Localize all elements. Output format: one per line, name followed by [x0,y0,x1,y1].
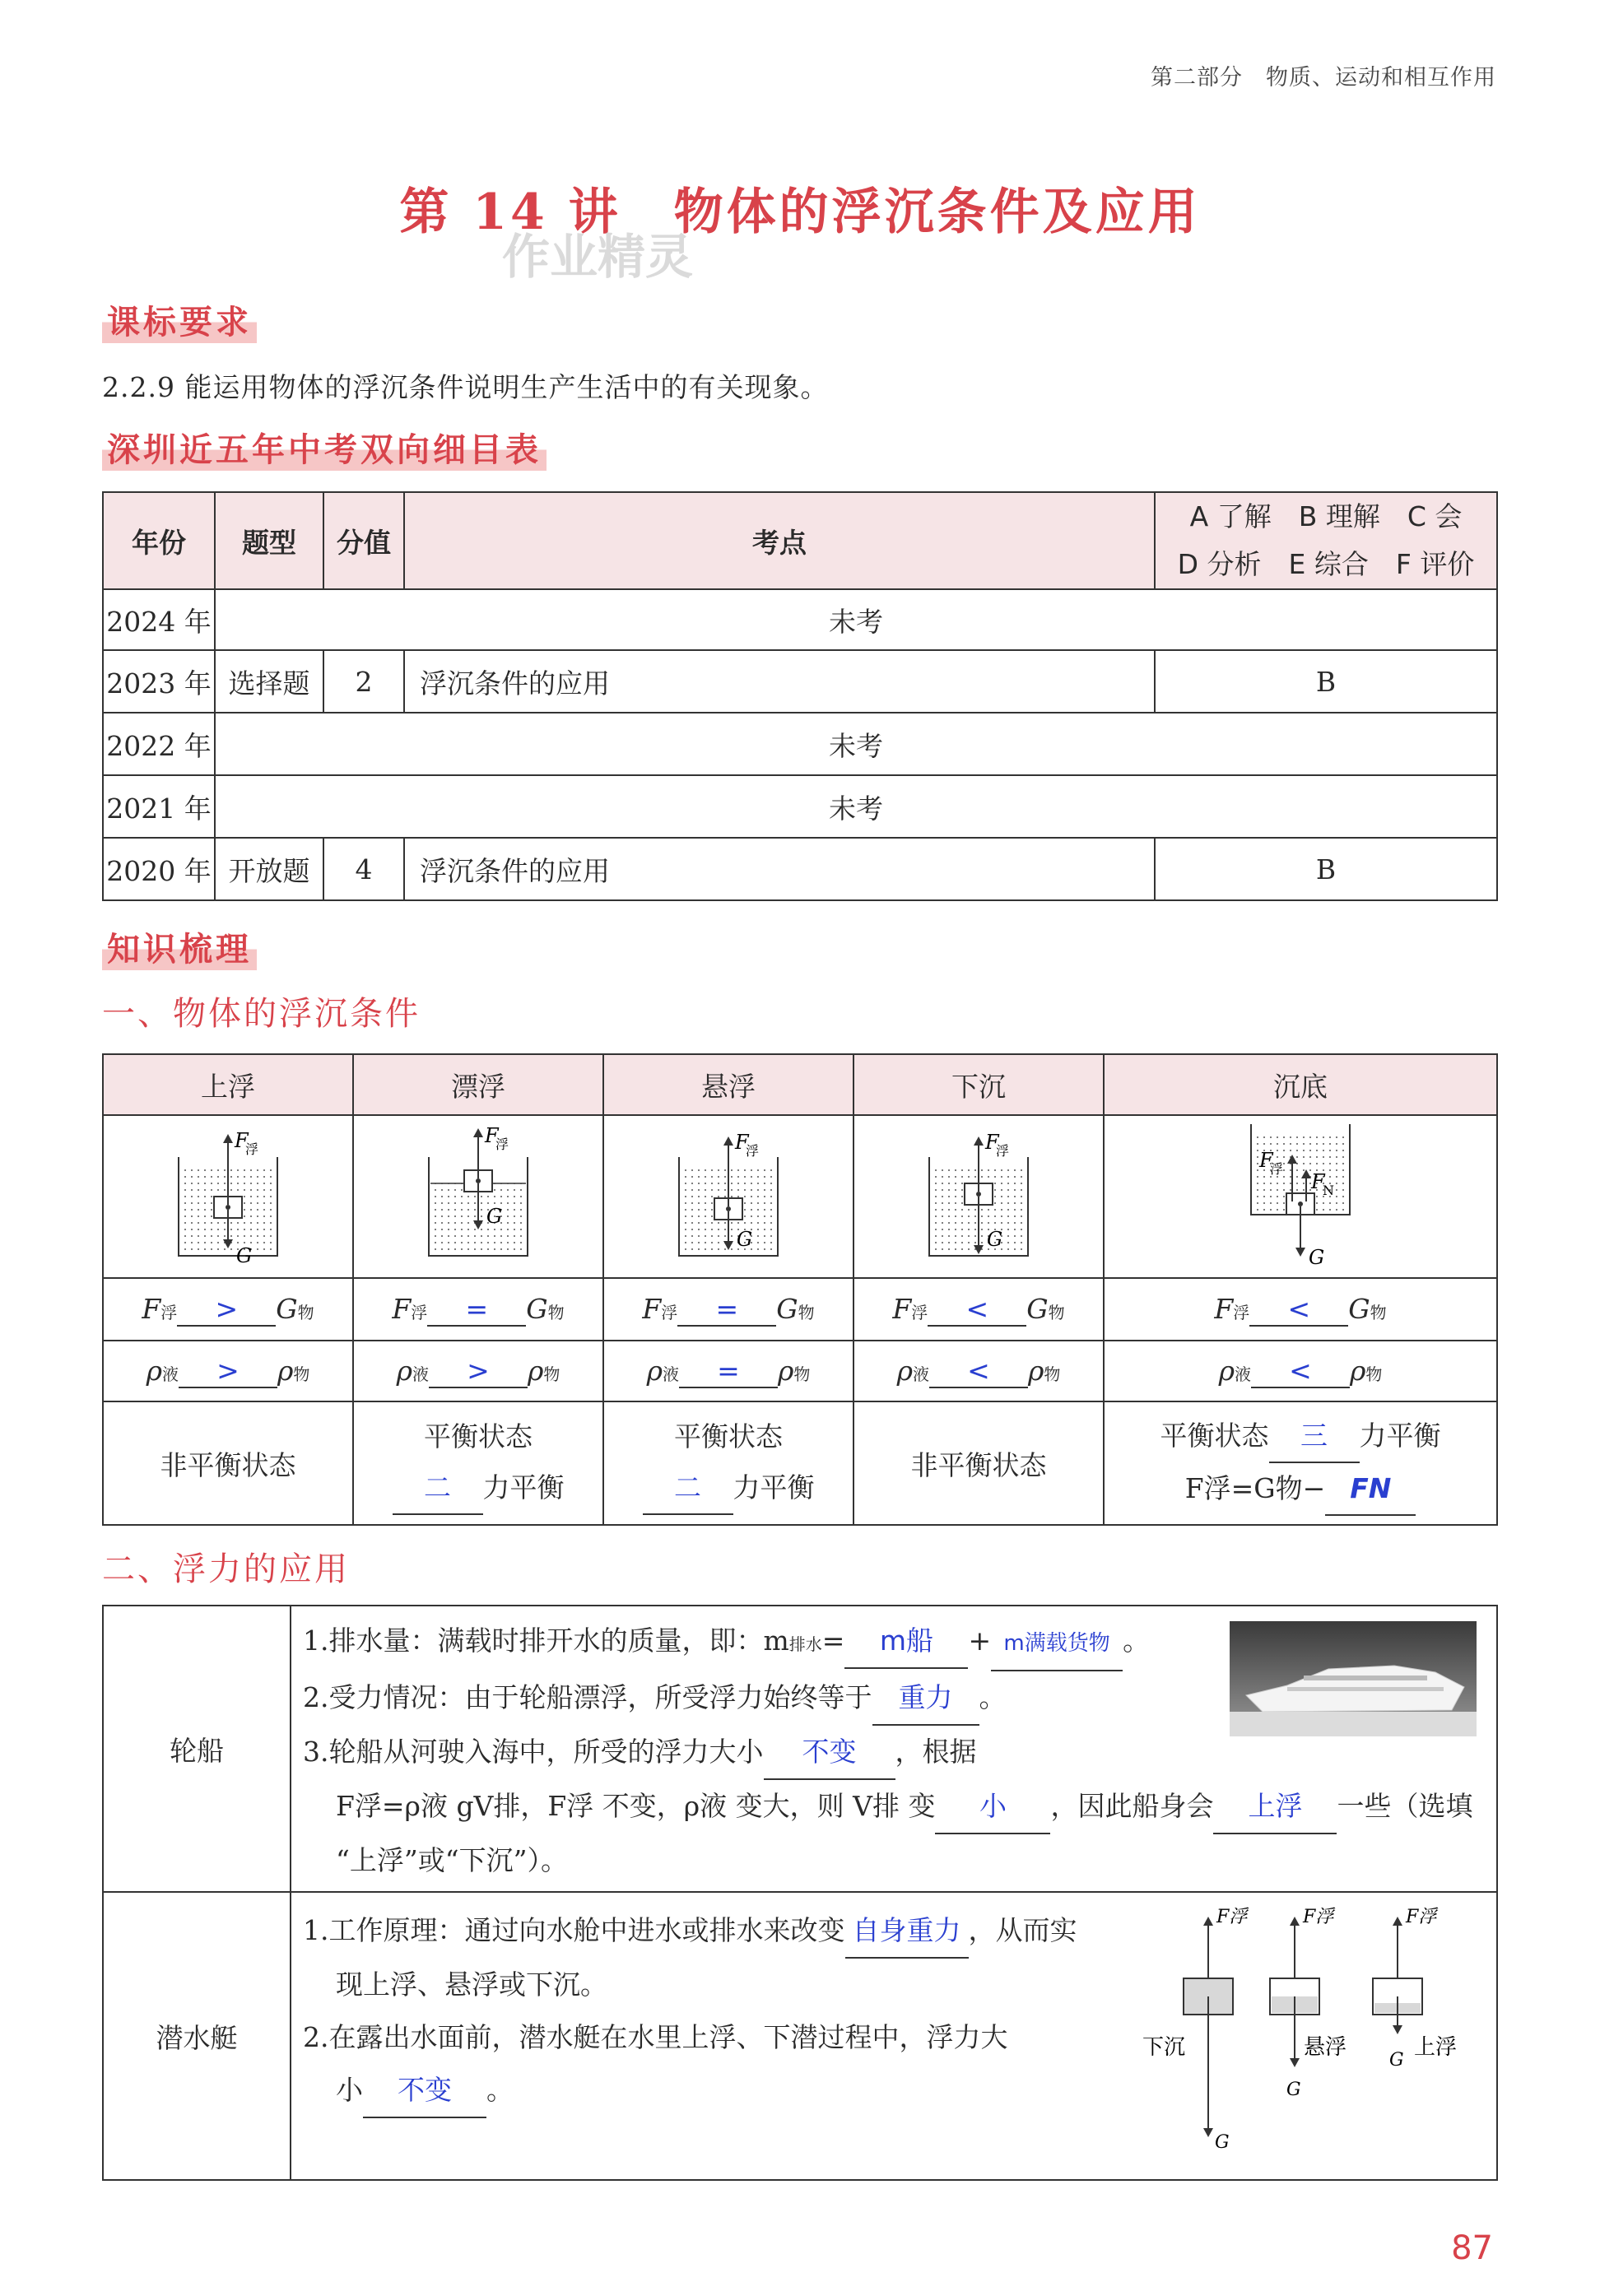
ship-photo [1230,1621,1477,1736]
balance-row [103,1401,1497,1525]
ship-content: 1.排水量：满载时排开水的质量，即：m排水= m船 + m满载货物 。 2.受力情况：由于轮船漂浮，所受浮力始终等于 重力 。 3.轮船从河驶入海中，所受的浮力大小 不变 ，根据 F浮=ρ液 gV排，F浮 不变，ρ液 变大，则 V排 变 小 ，因此船身会 上浮 一些（选填 “上浮”或“下沉”）。 [291,1606,1497,1892]
section-tag-exam-table: 深圳近五年中考双向细目表 [102,424,547,471]
balance-cell: 非平衡状态 [853,1401,1104,1525]
force-compare-cell: F浮 > G物 [103,1278,353,1341]
exam-table [102,491,1498,901]
label-g: G [1215,2132,1230,2153]
answer-blank: > [429,1355,528,1388]
label-fn: F [1311,1170,1325,1193]
diagram-cell-float [353,1115,603,1278]
diagram-sink [855,1116,1102,1271]
balance-cell: 非平衡状态 [103,1401,353,1525]
cell-merged: 未考 [215,589,1497,650]
density-compare-cell: ρ液 < ρ物 [853,1341,1104,1401]
label-f: F浮 [1216,1907,1248,1927]
state-header: 沉底 [1104,1054,1497,1115]
th-level-line1: A 了解 B 理解 C 会 [1189,500,1463,532]
diagram-cell-suspend [603,1115,853,1278]
cell-year: 2023 年 [103,650,215,713]
section-tag-curriculum: 课标要求 [102,296,257,343]
answer-blank: m满载货物 [991,1617,1123,1671]
answer-blank: 不变 [764,1726,895,1780]
balance-cell: 平衡状态 二 力平衡 [603,1401,853,1525]
th-level [1155,492,1497,589]
diagram-rise [105,1116,351,1271]
density-compare-cell: ρ液 > ρ物 [353,1341,603,1401]
ship-label: 轮船 [103,1606,291,1892]
label-sub: 浮 [245,1141,259,1157]
answer-blank: 三 [1269,1411,1360,1463]
balance-cell: 平衡状态 三 力平衡 F浮=G物− FN [1104,1401,1497,1525]
label-hover: 悬浮 [1304,2035,1347,2060]
label-sub: 浮 [1270,1161,1284,1177]
label-g: G [1389,2050,1404,2071]
label-sub: 浮 [495,1136,509,1152]
diagram-cell-sink [853,1115,1104,1278]
cell-merged: 未考 [215,713,1497,775]
table-row [103,589,1497,650]
diagram-float [355,1116,602,1271]
answer-blank: < [928,1293,1026,1327]
balance-cell: 平衡状态 二 力平衡 [353,1401,603,1525]
submarine-diagram [1142,1904,1463,2168]
answer-blank: 自身重力 [845,1904,969,1959]
answer-blank: 上浮 [1213,1780,1337,1834]
state-header: 上浮 [103,1054,353,1115]
label-down: 下沉 [1142,2035,1186,2060]
answer-blank: = [679,1355,778,1388]
diagram-cell-bottom [1104,1115,1497,1278]
label-f: F [1259,1149,1273,1172]
label-f: F [235,1129,249,1152]
table-row [103,838,1497,900]
force-compare-cell: F浮 < G物 [1104,1278,1497,1341]
answer-blank: 小 [935,1780,1050,1834]
table-row [103,713,1497,775]
cell-year: 2024 年 [103,589,215,650]
table-row [103,650,1497,713]
answer-blank: 二 [393,1462,483,1515]
density-compare-cell: ρ液 = ρ物 [603,1341,853,1401]
answer-blank: < [1249,1293,1348,1327]
label-g: G [1309,1246,1325,1269]
answer-blank: > [179,1355,277,1388]
density-compare-cell: ρ液 < ρ物 [1104,1341,1497,1401]
label-fn-sub: N [1323,1183,1334,1198]
state-header: 漂浮 [353,1054,603,1115]
label-g: G [1286,2080,1301,2100]
submarine-label: 潜水艇 [103,1892,291,2180]
diagram-cell-rise [103,1115,353,1278]
cell-score: 4 [323,838,404,900]
answer-blank: < [1251,1355,1350,1388]
answer-blank: = [427,1293,526,1327]
cell-point: 浮沉条件的应用 [404,838,1155,900]
label-sub: 浮 [996,1143,1010,1159]
watermark: 作业精灵 [502,229,694,285]
answer-blank: 不变 [363,2064,486,2118]
curriculum-text: 2.2.9 能运用物体的浮沉条件说明生产生活中的有关现象。 [102,371,829,403]
cell-type: 开放题 [215,838,323,900]
answer-blank: FN [1325,1463,1416,1516]
formula-text: F浮=G物− [1184,1472,1326,1504]
page-header-part: 第二部分 物质、运动和相互作用 [1151,65,1496,91]
diagram-row [103,1115,1497,1278]
th-type: 题型 [215,492,323,589]
diagram-bottom [1144,1116,1457,1271]
page-title: 第 14 讲 物体的浮沉条件及应用 [399,184,1201,241]
label-g: G [486,1205,503,1228]
cell-type: 选择题 [215,650,323,713]
force-compare-cell: F浮 = G物 [353,1278,603,1341]
answer-blank: m船 [844,1615,968,1669]
cell-score: 2 [323,650,404,713]
cell-point: 浮沉条件的应用 [404,650,1155,713]
force-compare-cell: F浮 < G物 [853,1278,1104,1341]
cell-level: B [1155,838,1497,900]
force-compare-cell: F浮 = G物 [603,1278,853,1341]
part2-heading: 二、浮力的应用 [102,1550,350,1588]
cell-year: 2022 年 [103,713,215,775]
answer-blank: < [929,1355,1028,1388]
force-compare-row [103,1278,1497,1341]
density-compare-row [103,1341,1497,1401]
answer-blank: > [177,1293,276,1327]
answer-blank: 重力 [872,1671,979,1726]
cell-year: 2021 年 [103,775,215,838]
diagram-suspend [605,1116,852,1271]
state-header: 下沉 [853,1054,1104,1115]
table-row [103,775,1497,838]
label-f: F浮 [1303,1907,1334,1927]
part1-heading: 一、物体的浮沉条件 [102,995,421,1033]
state-header: 悬浮 [603,1054,853,1115]
application-table [102,1605,1498,2181]
th-level-line2: D 分析 E 综合 F 评价 [1177,548,1475,580]
density-compare-cell: ρ液 > ρ物 [103,1341,353,1401]
cell-level: B [1155,650,1497,713]
section-tag-knowledge: 知识梳理 [102,923,257,970]
float-conditions-table [102,1053,1498,1526]
answer-blank: 二 [643,1462,733,1515]
label-g: G [737,1228,753,1251]
label-g: G [987,1228,1003,1251]
th-year: 年份 [103,492,215,589]
label-f: F [985,1131,999,1154]
label-f: F [735,1131,749,1154]
label-sub: 浮 [746,1143,760,1159]
submarine-content: 1.工作原理：通过向水舱中进水或排水来改变 自身重力 ，从而实 现上浮、悬浮或下沉。 2.在露出水面前，潜水艇在水里上浮、下潜过程中，浮力大 小 不变 。 F浮 下沉 G F浮 悬浮 G F浮 上浮 G [291,1892,1497,2180]
label-f: F [485,1124,499,1147]
cell-merged: 未考 [215,775,1497,838]
th-point: 考点 [404,492,1155,589]
th-score: 分值 [323,492,404,589]
label-f: F浮 [1406,1907,1437,1927]
answer-blank: = [677,1293,776,1327]
page-number: 87 [1451,2229,1493,2267]
label-up: 上浮 [1414,2035,1458,2060]
cell-year: 2020 年 [103,838,215,900]
label-g: G [236,1244,253,1267]
